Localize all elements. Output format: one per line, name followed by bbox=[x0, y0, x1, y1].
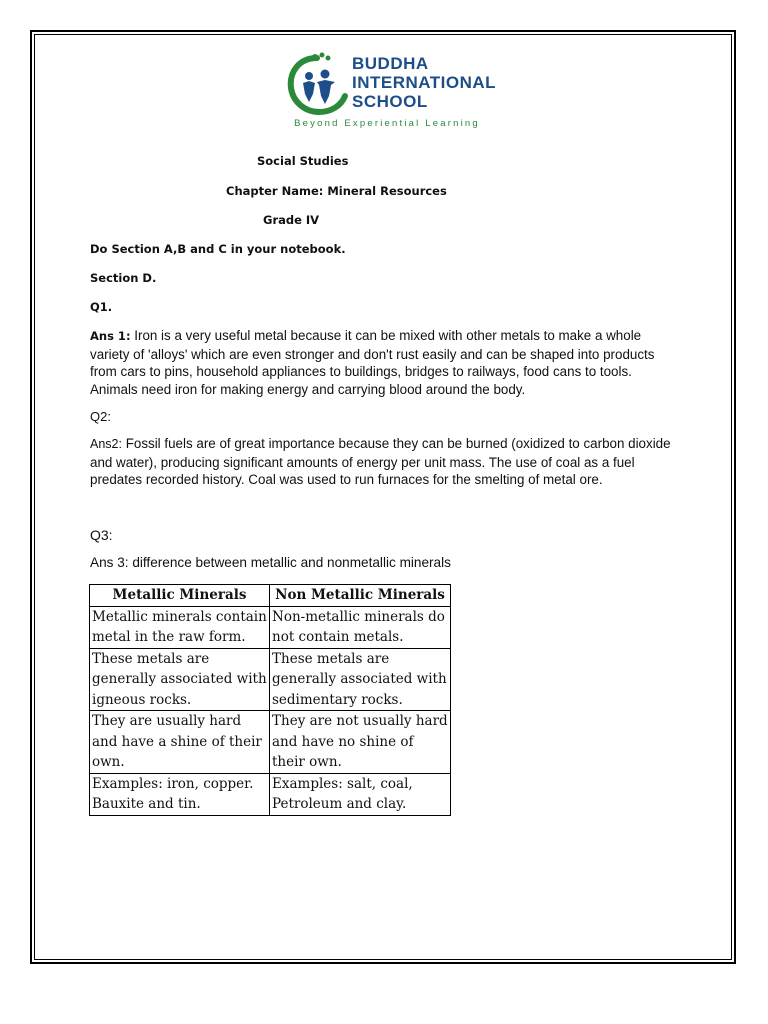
table-cell: They are not usually hard and have no shine of their own. bbox=[270, 711, 451, 774]
question-1-label: Q1. bbox=[90, 300, 113, 314]
question-3-label: Q3: bbox=[90, 527, 113, 543]
answer-1 bbox=[90, 327, 680, 398]
table-row bbox=[90, 606, 451, 648]
school-name-line-2: INTERNATIONAL bbox=[352, 73, 497, 92]
answer-2-text: Fossil fuels are of great importance because they can be burned (oxidized to carbon dioxide and water), producing significant amounts of energy per unit mass. The use of coal as a fuel predates recorded history. Coal was used to run furnaces for the smelting of metal ore. bbox=[90, 436, 671, 488]
subject-title: Social Studies bbox=[257, 154, 349, 168]
school-name-line-1: BUDDHA bbox=[352, 54, 429, 73]
section-d-label: Section D. bbox=[90, 271, 157, 285]
table-row bbox=[90, 711, 451, 774]
table-cell: Examples: iron, copper. Bauxite and tin. bbox=[90, 773, 270, 815]
page-border-inner bbox=[34, 34, 732, 960]
table-cell: Non-metallic minerals do not contain metals. bbox=[270, 606, 451, 648]
answer-1-text: Iron is a very useful metal because it can be mixed with other metals to make a whole variety of 'alloys' which are even stronger and don't rust easily and can be shaped into products from cars to pins, household appliances to buildings, bridges to railways, food cans to tools. Animals need iron for making energy and carrying blood around the body. bbox=[90, 328, 655, 397]
table-cell: These metals are generally associated with sedimentary rocks. bbox=[270, 648, 451, 711]
notebook-instruction: Do Section A,B and C in your notebook. bbox=[90, 242, 346, 256]
table-cell: Examples: salt, coal, Petroleum and clay. bbox=[270, 773, 451, 815]
minerals-comparison-table bbox=[89, 584, 451, 816]
table-cell: Metallic minerals contain metal in the raw form. bbox=[90, 606, 270, 648]
school-emblem-icon bbox=[287, 52, 349, 116]
answer-3: Ans 3: difference between metallic and nonmetallic minerals bbox=[90, 555, 451, 570]
answer-2 bbox=[90, 435, 680, 489]
table-cell: These metals are generally associated with igneous rocks. bbox=[90, 648, 270, 711]
table-header-row bbox=[90, 585, 451, 607]
chapter-name: Chapter Name: Mineral Resources bbox=[226, 184, 447, 198]
table-header-non-metallic: Non Metallic Minerals bbox=[270, 585, 451, 607]
table-row bbox=[90, 773, 451, 815]
answer-2-label: Ans2: bbox=[90, 437, 122, 451]
school-logo bbox=[287, 52, 497, 134]
answer-1-label: Ans 1: bbox=[90, 329, 131, 343]
table-cell: They are usually hard and have a shine of their own. bbox=[90, 711, 270, 774]
question-2-label: Q2: bbox=[90, 409, 111, 424]
table-row bbox=[90, 648, 451, 711]
table-header-metallic: Metallic Minerals bbox=[90, 585, 270, 607]
school-name-line-3: SCHOOL bbox=[352, 92, 428, 111]
school-tagline: Beyond Experiential Learning bbox=[294, 118, 480, 129]
grade-label: Grade IV bbox=[263, 213, 320, 227]
